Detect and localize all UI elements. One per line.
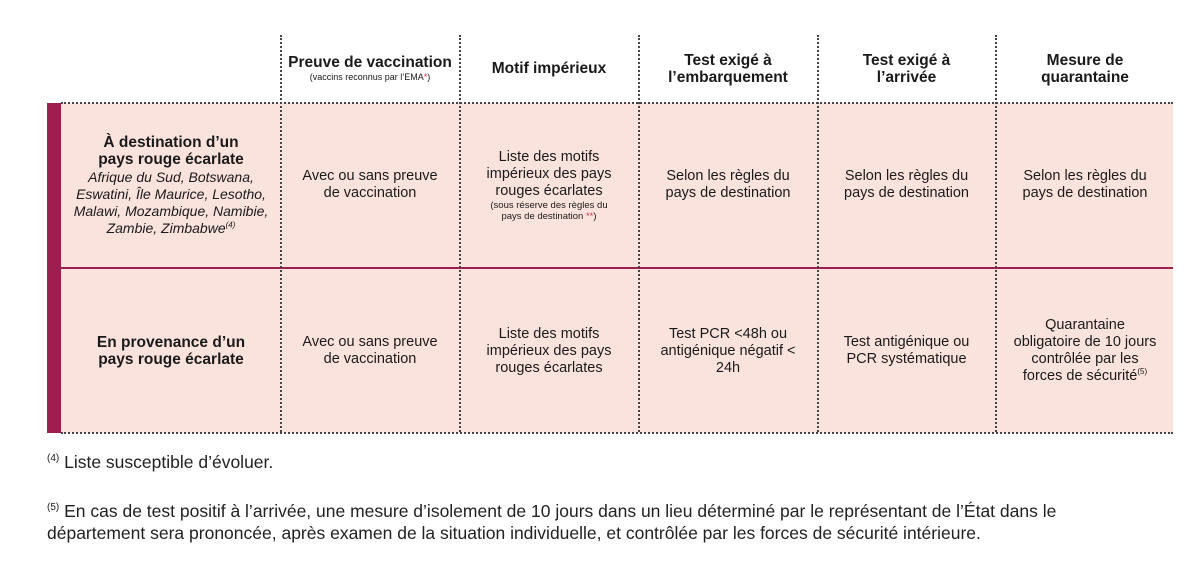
row-destination-heading-cell (63, 105, 279, 265)
row-destination-vaccination: Avec ou sans preuve de vaccination (302, 168, 438, 201)
footnote-5: $^{(5)}$ En cas de test positif à l’arrivée, une mesure d’isolement de 10 jours dans un lieu déterminé par le représentant de l’État dans le département sera prononcée, après examen de la situation individuelle, et contrôlée par les forces de sécurité intérieure. (47, 501, 1057, 543)
row-origin-test-arrival: Test antigénique ou PCR systématique (843, 334, 970, 367)
footnote-4: $^{(4)}$ Liste susceptible d’évoluer. (47, 452, 274, 472)
row-destination-test-embarkation: Selon les règles du pays de destination (665, 168, 791, 201)
header-test-arrival (819, 35, 994, 102)
row-destination-test-arrival: Selon les règles du pays de destination (844, 168, 969, 201)
row-destination-quarantine: Selon les règles du pays de destination (1022, 168, 1148, 201)
header-test-arrival-title: Test exigé à l’arrivée (862, 51, 951, 86)
row-origin-test-embarkation: Test PCR <48h ou antigénique négatif < 24h (660, 325, 796, 376)
header-vaccination-title: Preuve de vaccination (288, 54, 452, 71)
header-quarantine-title: Mesure de quarantaine (1041, 51, 1129, 86)
row-origin-heading: En provenance d’un pays rouge écarlate (96, 334, 246, 368)
country-list: Afrique du Sud, Botswana, Eswatini, Île Maurice, Lesotho, Malawi, Mozambique, Namibie, Zambie, Zimbabwe$^{(4)}$ (73, 168, 269, 236)
accent-bar (47, 103, 61, 433)
quarantine-text: Quarantaine obligatoire de 10 jours contrôlée par les forces de sécurité$^{(5)}$ (1013, 317, 1157, 384)
table-bottom-line (61, 432, 1173, 434)
row-origin-vaccination: Avec ou sans preuve de vaccination (302, 334, 438, 367)
header-test-embarkation-title: Test exigé à l’embarquement (668, 51, 788, 86)
header-vaccination-subtitle: (vaccins reconnus par l’EMA*) (309, 72, 431, 82)
header-test-embarkation (640, 35, 816, 102)
row-destination-heading: À destination d’un pays rouge écarlate (98, 133, 244, 168)
header-vaccination (282, 35, 458, 102)
header-motif (461, 35, 637, 102)
row-separator (61, 267, 1173, 269)
header-motif-title: Motif impérieux (491, 60, 607, 77)
row-origin-quarantine (997, 271, 1173, 431)
destination-rules-note: (sous réserve des règles du pays de destination **) (490, 199, 608, 222)
row-origin-heading-cell (63, 271, 279, 431)
row-origin-motif: Liste des motifs impérieux des pays rouges écarlates (486, 325, 612, 376)
row-destination-motif: Liste des motifs impérieux des pays rouges écarlates (sous réserve des règles du pays de destination **) (486, 148, 612, 222)
header-quarantine (997, 35, 1173, 102)
header-divider (61, 102, 1173, 104)
